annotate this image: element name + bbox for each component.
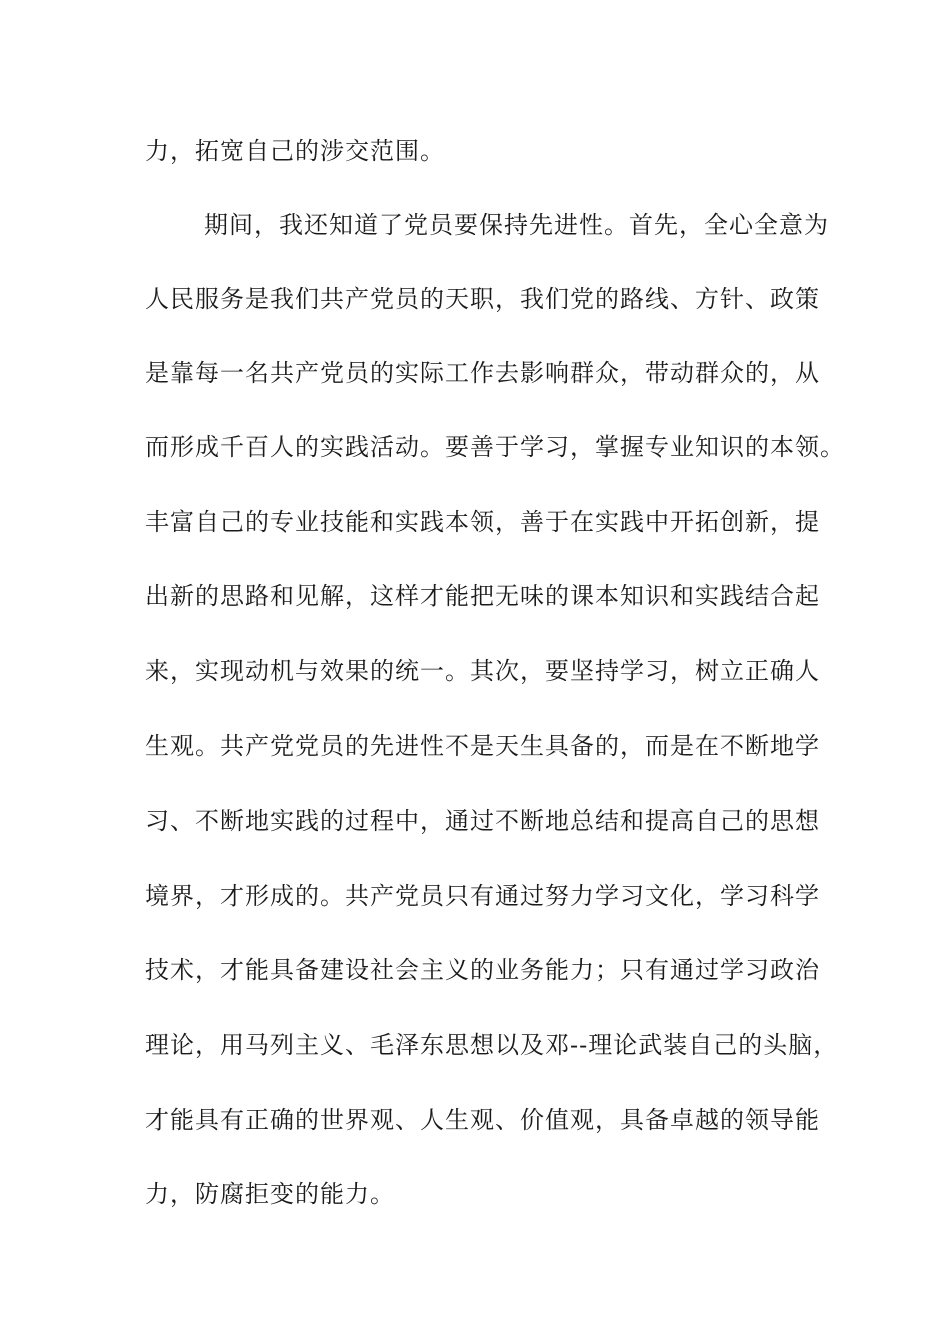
- text-line: 来，实现动机与效果的统一。其次，要坚持学习，树立正确人: [145, 657, 820, 685]
- text-line: 才能具有正确的世界观、人生观、价值观，具备卓越的领导能: [145, 1106, 820, 1134]
- text-line: 是靠每一名共产党员的实际工作去影响群众，带动群众的，从: [145, 359, 820, 387]
- text-line: 力，拓宽自己的涉交范围。: [145, 137, 445, 165]
- text-line: 人民服务是我们共产党员的天职，我们党的路线、方针、政策: [145, 285, 820, 313]
- text-line: 力，防腐拒变的能力。: [145, 1180, 395, 1208]
- text-line: 丰富自己的专业技能和实践本领，善于在实践中开拓创新，提: [145, 508, 820, 536]
- text-line: 境界，才形成的。共产党员只有通过努力学习文化，学习科学: [145, 882, 820, 910]
- text-line: 习、不断地实践的过程中，通过不断地总结和提高自己的思想: [145, 807, 820, 835]
- paragraph-first-line: 期间，我还知道了党员要保持先进性。首先，全心全意为: [204, 211, 829, 239]
- text-line: 而形成千百人的实践活动。要善于学习，掌握专业知识的本领。: [145, 433, 845, 461]
- text-line: 技术，才能具备建设社会主义的业务能力；只有通过学习政治: [145, 956, 820, 984]
- text-line: 理论，用马列主义、毛泽东思想以及邓--理论武装自己的头脑，: [145, 1031, 839, 1059]
- text-line: 出新的思路和见解，这样才能把无味的课本知识和实践结合起: [145, 582, 820, 610]
- text-line: 生观。共产党党员的先进性不是天生具备的，而是在不断地学: [145, 732, 820, 760]
